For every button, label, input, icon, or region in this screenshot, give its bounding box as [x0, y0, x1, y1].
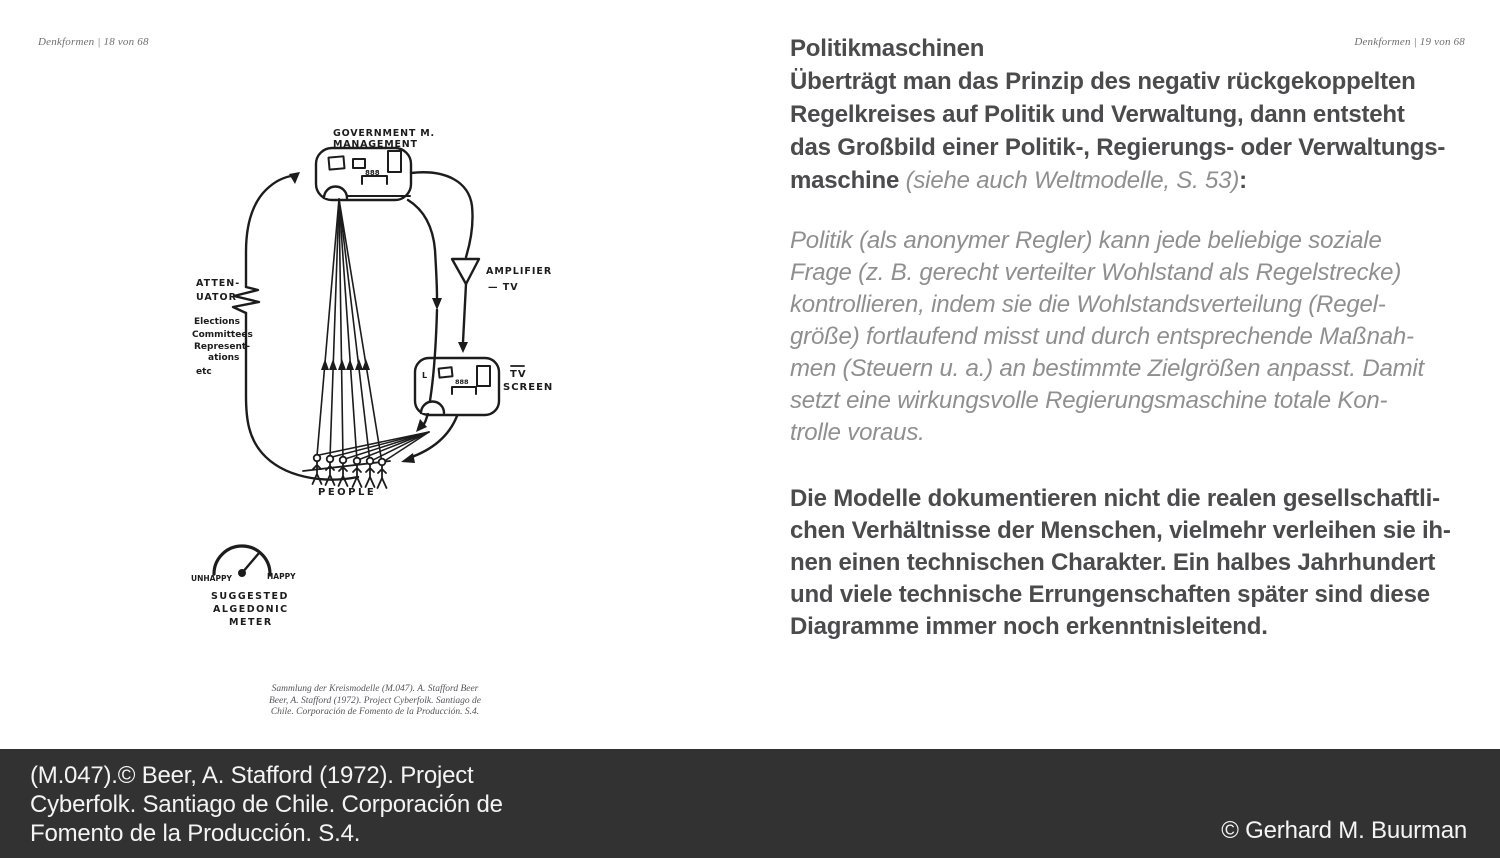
meter-caption-line2: ALGEDONIC [213, 604, 289, 615]
person [378, 459, 387, 488]
footer-credit [30, 761, 503, 848]
article [790, 32, 1490, 643]
quote-paragraph [790, 225, 1490, 449]
attenuator-label-line2: UATOR [196, 292, 237, 303]
quote-line: Politik (als anonymer Regler) kann jede beliebige soziale [790, 227, 1382, 254]
quote-line: setzt eine wirkungsvolle Regierungsmaschine totale Kon- [790, 387, 1388, 414]
meter-unhappy-label: UNHAPPY [191, 574, 232, 583]
headline-bold-part: maschine [790, 167, 900, 194]
headline-reference: (siehe auch Weltmodelle, S. 53) [905, 167, 1240, 194]
quote-line: Frage (z. B. gerecht verteilter Wohlstand als Regelstrecke) [790, 259, 1402, 286]
footer-credit-line: Cyberfolk. Santiago de Chile. Corporación de [30, 791, 503, 818]
people-figures [303, 455, 390, 488]
headline-line-mixed [790, 164, 1490, 197]
tv-inner-mark: L [422, 371, 428, 380]
government-label-line2: MANAGEMENT [333, 139, 418, 150]
government-label-line1: GOVERNMENT M. [333, 128, 435, 139]
quote-line: trolle voraus. [790, 419, 925, 446]
arrowhead-at-people [401, 453, 415, 463]
tv-scribble: 888 [455, 378, 469, 386]
body-line: Diagramme immer noch erkenntnisleitend. [790, 613, 1268, 640]
left-list-etc: etc [196, 367, 212, 377]
footer-credit-line: Fomento de la Producción. S.4. [30, 820, 361, 847]
left-list-committees: Committees [192, 330, 253, 340]
government-to-tv-line [408, 200, 442, 432]
body-line: nen einen technischen Charakter. Ein halbes Jahrhundert [790, 549, 1436, 576]
footer-bar [0, 749, 1500, 858]
person [366, 458, 375, 487]
headline [790, 32, 1490, 197]
people-label: PEOPLE [318, 487, 377, 498]
left-list-representations-2: ations [208, 353, 240, 363]
quote-line: kontrollieren, indem sie die Wohlstandsverteilung (Regel- [790, 291, 1386, 318]
footer-credit-line: (M.047).© Beer, A. Stafford (1972). Project [30, 762, 474, 789]
cyberfolk-diagram [0, 0, 750, 749]
right-page [750, 0, 1500, 749]
right-page-header: Denkformen | 19 von 68 [1354, 36, 1465, 48]
fan-arrowheads-up [321, 359, 370, 370]
body-line: und viele technische Errungenschaften später sind diese [790, 581, 1430, 608]
tv-screen-label-line2: SCREEN [503, 382, 554, 393]
footer-copyright: © Gerhard M. Buurman [1221, 817, 1467, 844]
body-line: Die Modelle dokumentieren nicht die realen gesellschaftli- [790, 485, 1440, 512]
tv-screen-label-line1: TV [510, 369, 527, 380]
page-title: Politikmaschinen [790, 35, 985, 62]
person [353, 458, 362, 487]
body-line: chen Verhältnisse der Menschen, vielmehr verleihen sie ih- [790, 517, 1451, 544]
caption-line: Beer, A. Stafford (1972). Project Cyberfolk. Santiago de [268, 695, 482, 706]
left-page [0, 0, 750, 749]
left-page-header: Denkformen | 18 von 68 [38, 36, 149, 48]
arrowhead-down-mid [432, 298, 442, 310]
arrowhead-into-government [289, 172, 300, 184]
meter-caption-line3: METER [229, 617, 273, 628]
caption-line: Sammlung der Kreismodelle (M.047). A. Stafford Beer [271, 684, 479, 694]
headline-line: Regelkreises auf Politik und Verwaltung, dann entsteht [790, 101, 1405, 128]
people-to-government-lines [317, 199, 382, 463]
body-paragraph [790, 483, 1490, 643]
headline-colon: : [1239, 167, 1247, 194]
amplifier-symbol [452, 259, 479, 284]
meter-caption-line1: SUGGESTED [211, 591, 289, 602]
headline-line: Überträgt man das Prinzip des negativ rückgekoppelten [790, 68, 1416, 95]
meter-happy-label: HAPPY [267, 572, 296, 581]
left-list-representations-1: Represent- [194, 342, 250, 352]
government-scribble: 888 [365, 169, 380, 177]
amplifier-label: AMPLIFIER [486, 266, 553, 277]
left-list-elections: Elections [194, 317, 241, 327]
algedonic-meter [214, 546, 270, 576]
quote-line: größe) fortlaufend misst und durch entsprechende Maßnah- [790, 323, 1414, 350]
attenuator-label-line1: ATTEN- [196, 278, 241, 289]
figure-caption [0, 684, 750, 719]
government-box [316, 148, 411, 200]
amplifier-sub-label: — TV [488, 282, 519, 293]
headline-line: das Großbild einer Politik-, Regierungs- oder Verwaltungs- [790, 134, 1446, 161]
person [339, 457, 348, 486]
quote-line: men (Steuern u. a.) an bestimmte Zielgrößen anpasst. Damit [790, 355, 1425, 382]
amplifier-path [411, 172, 479, 353]
caption-line: Chile. Corporación de Fomento de la Producción. S.4. [270, 707, 480, 717]
arrowhead-into-tv [458, 342, 468, 353]
